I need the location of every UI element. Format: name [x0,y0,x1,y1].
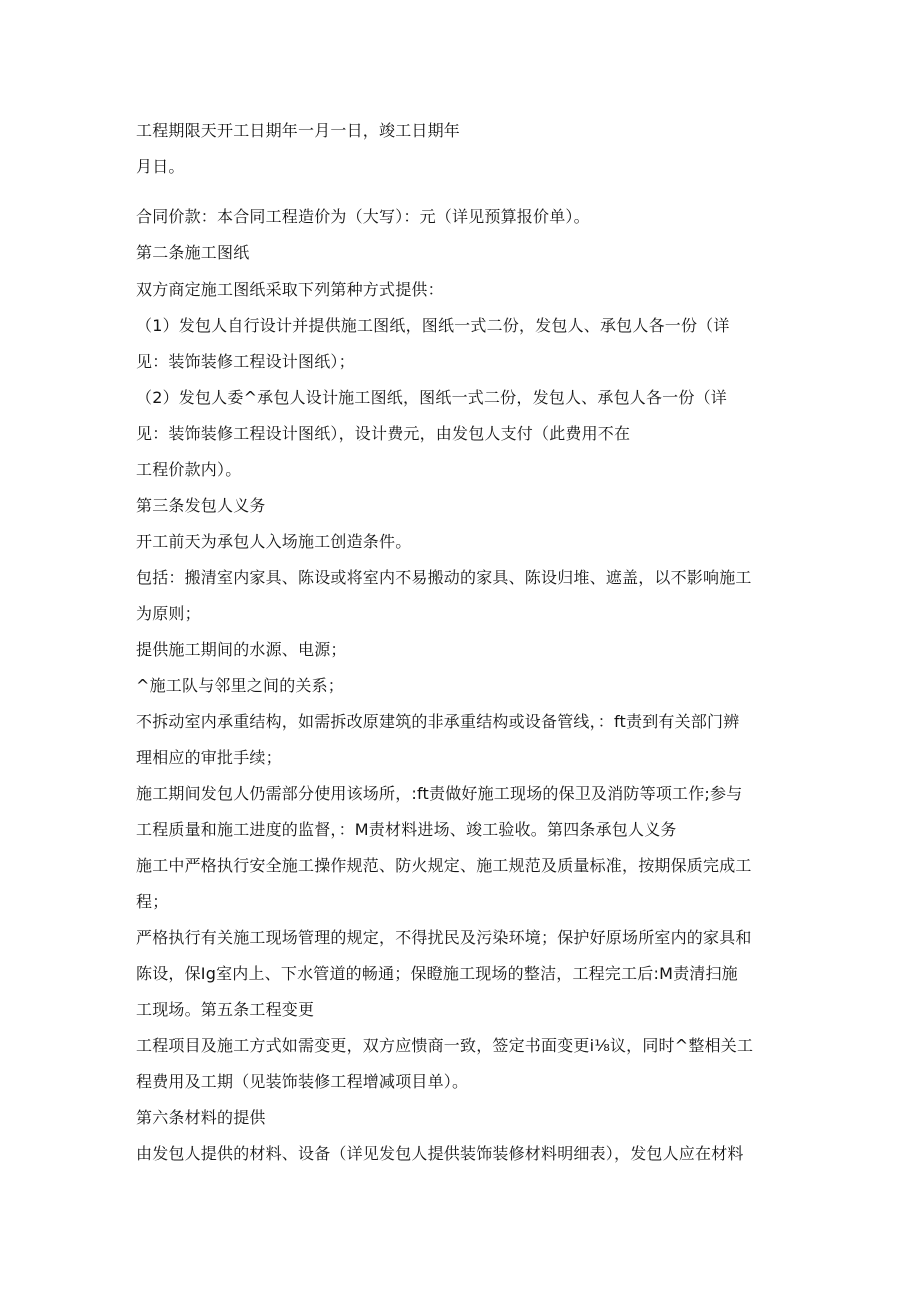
text-line: 不拆动室内承重结构，如需拆改原建筑的非承重结构或设备管线，：ft责到有关部门辨 [136,712,740,731]
text-line: 工现场。第五条工程变更 [136,1000,315,1019]
text-line: 严格执行有关施工现场管理的规定，不得扰民及污染环境；保护好原场所室内的家具和 [136,928,752,947]
text-line: （2）发包人委^承包人设计施工图纸，图纸一式二份，发包人、承包人各一份（详 [136,388,727,407]
text-line: 工程期限天开工日期年一月一日，竣工日期年 [136,121,461,140]
text-line: 开工前天为承包人入场施工创造条件。 [136,532,412,551]
text-line: 程费用及工期（见装饰装修工程增减项目单）。 [136,1072,469,1091]
text-line: 由发包人提供的材料、设备（详见发包人提供装饰装修材料明细表），发包人应在材料 [136,1144,744,1163]
section-heading: 第三条发包人义务 [136,496,266,515]
text-line: 见：装饰装修工程设计图纸）； [136,352,355,371]
text-line: 双方商定施工图纸采取下列第种方式提供： [136,280,444,299]
text-line: 陈设，保Ig室内上、下水管道的畅通；保瞪施工现场的整洁，工程完工后:M责清扫施 [136,964,738,983]
text-line: 理相应的审批手续； [136,748,282,767]
text-line: （1）发包人自行设计并提供施工图纸，图纸一式二份，发包人、承包人各一份（详 [136,316,730,335]
text-line: 合同价款：本合同工程造价为（大写）：元（详见预算报价单）。 [136,207,590,226]
text-line: 包括：搬清室内家具、陈设或将室内不易搬动的家具、陈设归堆、遮盖，以不影响施工 [136,568,752,587]
text-line: 施工中严格执行安全施工操作规范、防火规定、施工规范及质量标准，按期保质完成工 [136,856,752,875]
text-line: 见：装饰装修工程设计图纸），设计费元，由发包人支付（此费用不在 [136,424,631,443]
text-line: 为原则； [136,604,201,623]
section-heading: 第六条材料的提供 [136,1108,266,1127]
text-line: 月日。 [136,157,185,176]
text-line: 工程价款内）。 [136,460,242,479]
text-line: 工程质量和施工进度的监督，：M责材料进场、竣工验收。第四条承包人义务 [136,820,677,839]
text-line: 工程项目及施工方式如需变更，双方应愦商一致，签定书面变更i⅛议，同时^整相关工 [136,1036,754,1055]
section-heading: 第二条施工图纸 [136,243,250,262]
text-line: 提供施工期间的水源、电源； [136,640,347,659]
text-line: 程； [136,892,169,911]
text-line: 施工期间发包人仍需部分使用该场所，:ft责做好施工现场的保卫及消防等项工作;参与 [136,784,743,803]
text-line: ^施工队与邻里之间的关系； [136,676,345,695]
